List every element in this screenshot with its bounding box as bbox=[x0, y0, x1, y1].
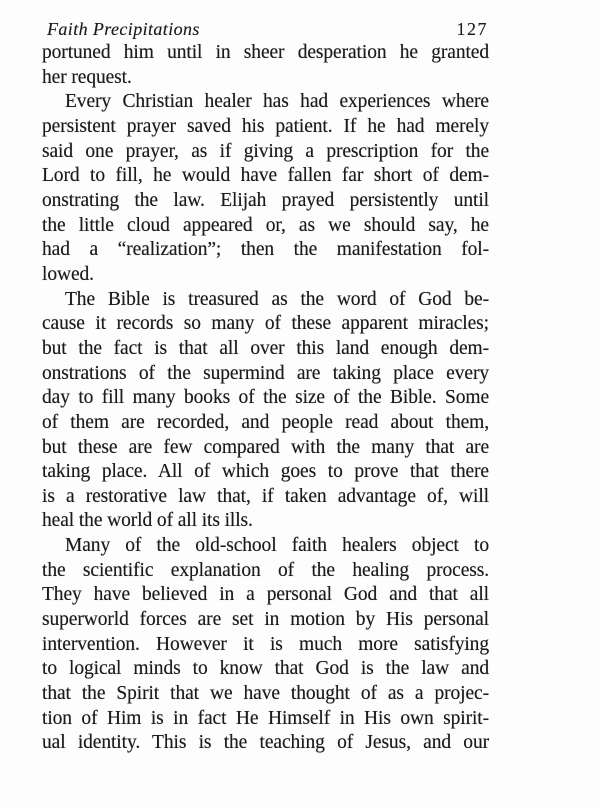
text-line: lowed. bbox=[42, 263, 94, 285]
text-line: taking place. All of which goes to prove that there bbox=[42, 461, 489, 483]
text-line: the little cloud appeared or, as we should say, he bbox=[42, 214, 489, 236]
text-line: cause it records so many of these apparent miracles; bbox=[42, 313, 489, 335]
text-line: superworld forces are set in motion by His personal bbox=[42, 609, 489, 631]
text-line: Many of the old-school faith healers object to bbox=[65, 535, 489, 557]
text-line: but the fact is that all over this land enough dem- bbox=[42, 337, 489, 359]
page-number: 127 bbox=[456, 19, 488, 39]
text-line: of them are recorded, and people read about them, bbox=[42, 411, 489, 433]
text-line: the scientific explanation of the healing process. bbox=[42, 559, 489, 581]
text-line: that the Spirit that we have thought of as a projec- bbox=[42, 683, 489, 705]
text-line: had a “realization”; then the manifestation fol- bbox=[42, 239, 489, 261]
page-header bbox=[47, 18, 488, 40]
text-line: persistent prayer saved his patient. If he had merely bbox=[42, 115, 489, 137]
text-line: onstrating the law. Elijah prayed persistently until bbox=[42, 189, 489, 211]
text-line: intervention. However it is much more satisfying bbox=[42, 633, 489, 655]
text-line: Lord to fill, he would have fallen far short of dem- bbox=[42, 165, 489, 187]
page-body bbox=[42, 41, 489, 756]
text-line: Every Christian healer has had experiences where bbox=[65, 91, 489, 113]
text-line: day to fill many books of the size of the Bible. Some bbox=[42, 387, 489, 409]
text-line: is a restorative law that, if taken advantage of, will bbox=[42, 485, 489, 507]
text-line: but these are few compared with the many that are bbox=[42, 436, 489, 458]
text-line: The Bible is treasured as the word of God be- bbox=[65, 288, 489, 310]
text-line: tion of Him is in fact He Himself in His own spirit- bbox=[42, 707, 489, 729]
text-line: her request. bbox=[42, 66, 132, 88]
text-line: They have believed in a personal God and that all bbox=[42, 584, 489, 606]
text-line: heal the world of all its ills. bbox=[42, 510, 253, 532]
running-title: Faith Precipitations bbox=[47, 19, 200, 39]
text-line: said one prayer, as if giving a prescription for the bbox=[42, 140, 489, 162]
text-line: to logical minds to know that God is the law and bbox=[42, 658, 489, 680]
text-line: portuned him until in sheer desperation he granted bbox=[42, 42, 489, 63]
text-line: ual identity. This is the teaching of Jesus, and our bbox=[42, 732, 489, 754]
text-line: onstrations of the supermind are taking place every bbox=[42, 362, 489, 384]
